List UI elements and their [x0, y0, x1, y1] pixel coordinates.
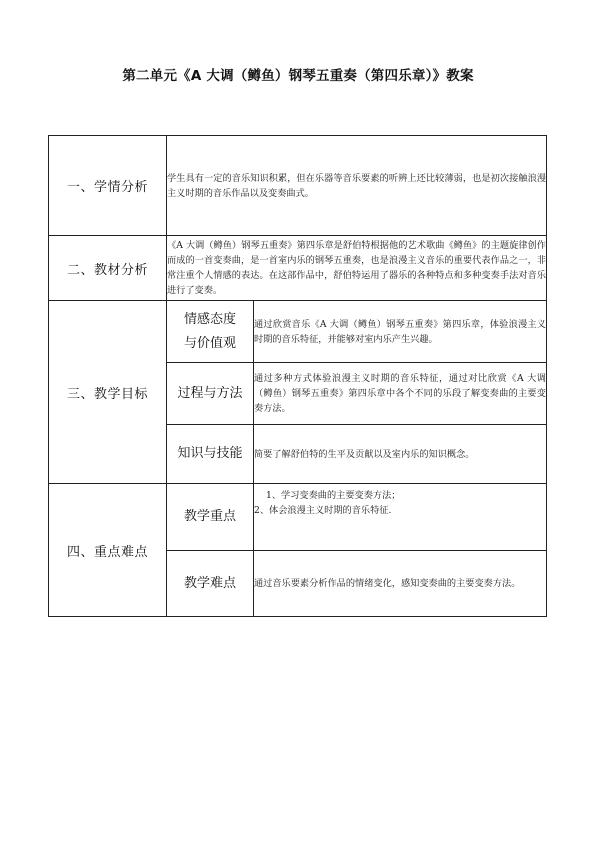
label-qinggan	[167, 301, 254, 363]
lesson-plan-table	[48, 135, 547, 617]
content-qinggan: 通过欣赏音乐《A 大调（鳟鱼）钢琴五重奏》第四乐章，体验浪漫主义时期的音乐特征，并能够对室内乐产生兴趣。	[254, 301, 547, 363]
label-zhishi: 知识与技能	[167, 425, 254, 484]
row-xueqing	[49, 136, 547, 236]
heading-mubiao: 三、教学目标	[49, 301, 167, 484]
zhongdian-point-1: 1、学习变奏曲的主要变奏方法；	[266, 490, 401, 501]
heading-xueqing: 一、学情分析	[49, 136, 167, 236]
content-zhongdian	[254, 484, 547, 551]
label-qinggan-line1: 情感态度	[183, 311, 236, 327]
document-title: 第二单元《A 大调（鳟鱼）钢琴五重奏（第四乐章）》教案	[122, 68, 474, 84]
row-jiaocai	[49, 236, 547, 301]
label-qinggan-line2: 与价值观	[183, 335, 236, 351]
heading-jiaocai: 二、教材分析	[49, 236, 167, 301]
label-zhongdian: 教学重点	[167, 484, 254, 551]
content-nandian: 通过音乐要素分析作品的情绪变化，感知变奏曲的主要变奏方法。	[254, 551, 547, 617]
row-mubiao-1	[49, 301, 547, 363]
content-zhishi: 简要了解舒伯特的生平及贡献以及室内乐的知识概念。	[254, 425, 547, 484]
content-xueqing: 学生具有一定的音乐知识积累，但在乐器等音乐要素的听辨上还比较薄弱，也是初次接触浪漫主义时期的音乐作品以及变奏曲式。	[167, 136, 547, 236]
content-guocheng: 通过多种方式体验浪漫主义时期的音乐特征，通过对比欣赏《A 大调（鳟鱼）钢琴五重奏》第四乐章中各个不同的乐段了解变奏曲的主要变奏方法。	[254, 363, 547, 425]
zhongdian-point-2: 2、体会浪漫主义时期的音乐特征.	[254, 505, 392, 516]
heading-zhongdian: 四、重点难点	[49, 484, 167, 617]
row-zhongdian-1	[49, 484, 547, 551]
label-nandian: 教学难点	[167, 551, 254, 617]
content-jiaocai: 《A 大调（鳟鱼）钢琴五重奏》第四乐章是舒伯特根据他的艺术歌曲《鳟鱼》的主题旋律创作而成的一首变奏曲，是一首室内乐的钢琴五重奏，也是浪漫主义音乐的重要代表作品之一，非常注重个人情感的表达。在这部作品中，舒伯特运用了器乐的各种特点和多种变奏手法对音乐进行了变奏。	[167, 236, 547, 301]
label-guocheng: 过程与方法	[167, 363, 254, 425]
